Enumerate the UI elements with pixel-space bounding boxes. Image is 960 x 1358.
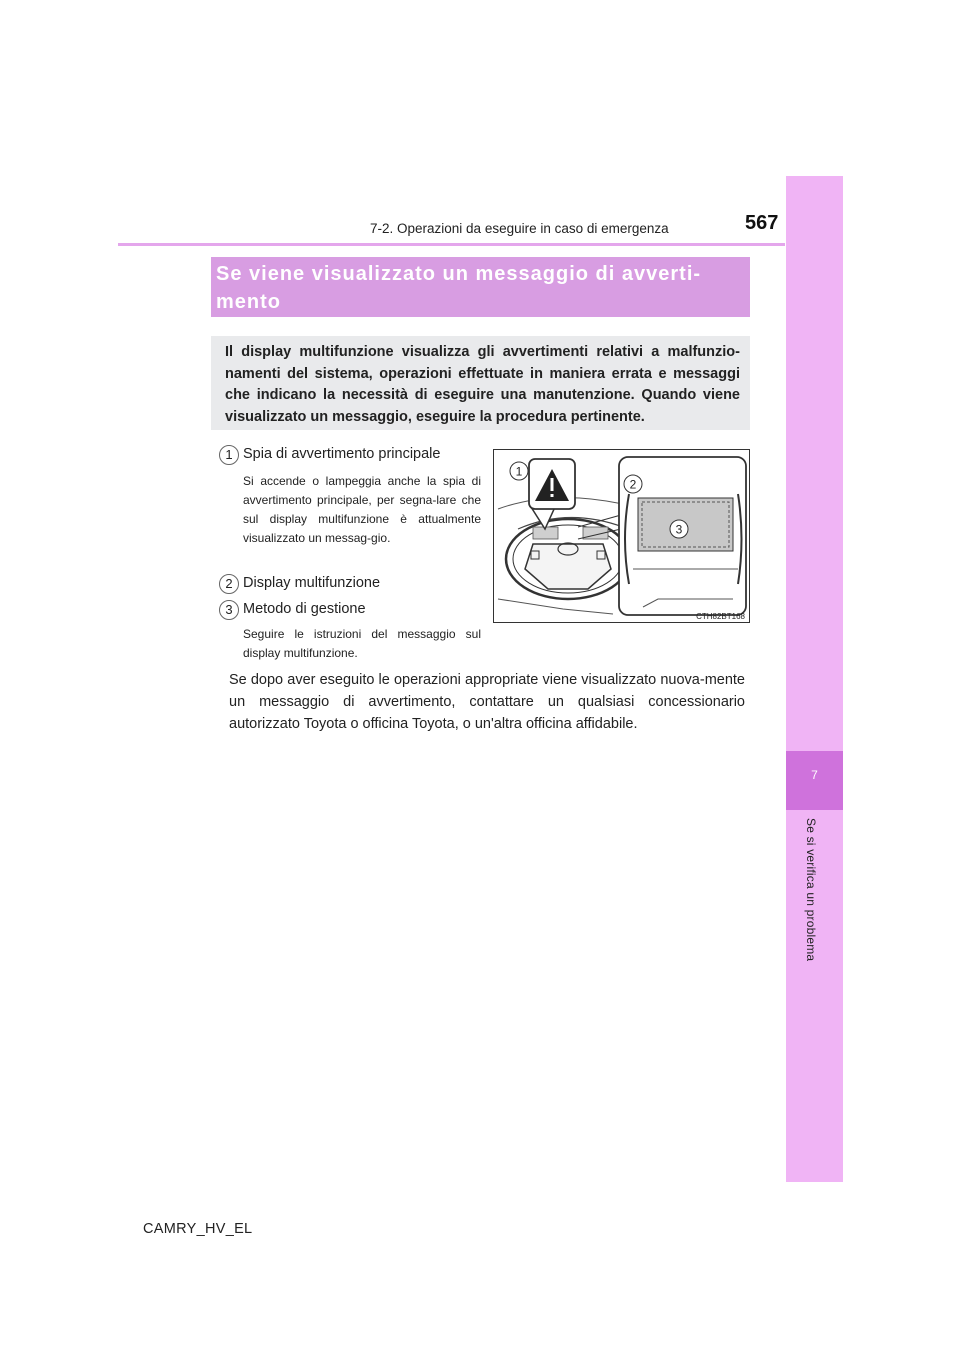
section-title: Se viene visualizzato un messaggio di avverti-mento: [216, 263, 702, 313]
item-title-1: Spia di avvertimento principale: [243, 446, 441, 462]
callout-marker-1: [510, 462, 528, 480]
figure-code: CTH82BT168: [696, 612, 745, 621]
callout-marker-2: [624, 475, 642, 493]
item-number-3: 3: [219, 600, 239, 620]
item-description-1: Si accende o lampeggia anche la spia di avvertimento principale, per segna-lare che sul display multifunzione è attualmente visualizzato un messag-gio.: [243, 474, 481, 545]
item-number-2: 2: [219, 574, 239, 594]
item-title-2: Display multifunzione: [243, 575, 381, 591]
item-description-3: Seguire le istruzioni del messaggio sul display multifunzione.: [243, 627, 481, 660]
item-title-3: Metodo di gestione: [243, 601, 366, 617]
header-rule: [118, 243, 785, 246]
callout-number-3: 3: [675, 522, 683, 537]
footer-code: CAMRY_HV_EL: [143, 1221, 253, 1237]
callout-marker-3: [670, 520, 688, 538]
dashboard-illustration: [493, 449, 750, 623]
page-number: 567: [745, 212, 779, 234]
chapter-number: 7: [811, 768, 818, 782]
callout-number-2: 2: [629, 477, 637, 492]
running-header: 7-2. Operazioni da eseguire in caso di emergenza: [370, 221, 669, 236]
chapter-side-tab: [786, 176, 843, 1182]
item-number-1: 1: [219, 445, 239, 465]
closing-paragraph: Se dopo aver eseguito le operazioni appropriate viene visualizzato nuova-mente un messaggio di avvertimento, contattare un qualsiasi concessionario autorizzato Toyota o officina Toyota, o un'altra officina affidabile.: [229, 672, 745, 732]
chapter-title: Se si verifica un problema: [804, 818, 818, 962]
intro-text: Il display multifunzione visualizza gli avvertimenti relativi a malfunzio-namenti del sistema, operazioni effettuate in maniera errata e messaggi che indicano la necessità di eseguire una manutenzione. Quando viene visualizzato un messaggio, eseguire la procedura pertinente.: [225, 344, 740, 425]
callout-number-1: 1: [515, 464, 523, 479]
